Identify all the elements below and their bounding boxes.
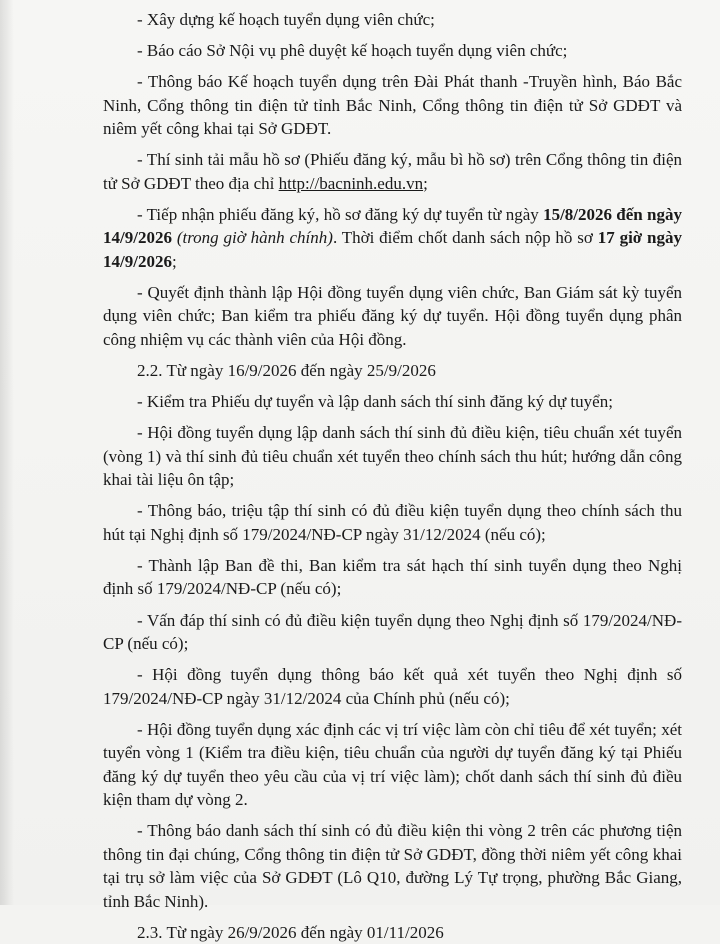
section-heading (69, 359, 682, 383)
text-run: - Vấn đáp thí sinh có đủ điều kiện tuyển dụng theo Nghị định số 179/2024/NĐ-CP (nếu có); (103, 610, 682, 654)
list-paragraph (69, 663, 682, 710)
list-paragraph (69, 554, 682, 601)
section-heading (69, 921, 682, 944)
text-run: - Hội đồng tuyển dụng lập danh sách thí sinh đủ điều kiện, tiêu chuẩn xét tuyển (vòng 1) và thí sinh đủ tiêu chuẩn xét tuyển theo chính sách thu hút; hướng dẫn công khai tài liệu ôn tập; (103, 423, 682, 490)
list-paragraph (69, 70, 682, 141)
bold-text: 15/8/2026 đến ngày 14/9/2026 (103, 204, 682, 248)
text-run: ; (423, 173, 428, 193)
list-paragraph (69, 281, 682, 352)
text-run: - Báo cáo Sở Nội vụ phê duyệt kế hoạch tuyển dụng viên chức; (137, 41, 568, 61)
text-run: - Thông báo danh sách thí sinh có đủ điều kiện thi vòng 2 trên các phương tiện thông tin đại chúng, Cổng thông tin điện tử Sở GDĐT, đồng thời niêm yết công khai tại trụ sở làm việc của Sở GDĐT (Lô Q10, đường Lý Tự trọng, phường Bắc Giang, tỉnh Bắc Ninh). (103, 821, 682, 911)
text-run: 2.3. Từ ngày 26/9/2026 đến ngày 01/11/2026 (137, 922, 444, 942)
text-run: - Quyết định thành lập Hội đồng tuyển dụng viên chức, Ban Giám sát kỳ tuyển dụng viên chức; Ban kiểm tra phiếu đăng ký dự tuyển. Hội đồng tuyển dụng phân công nhiệm vụ các thành viên của Hội đồng. (103, 282, 682, 349)
list-paragraph (69, 421, 682, 492)
text-run: - Hội đồng tuyển dụng thông báo kết quả xét tuyển theo Nghị định số 179/2024/NĐ-CP ngày 31/12/2024 của Chính phủ (nếu có); (103, 665, 682, 708)
text-run: - Thí sinh tải mẫu hồ sơ (Phiếu đăng ký, mẫu bì hồ sơ) trên Cổng thông tin điện tử Sở GDĐT theo địa chỉ (103, 150, 682, 193)
website-link[interactable]: http://bacninh.edu.vn (278, 173, 424, 193)
text-run: - Xây dựng kế hoạch tuyển dụng viên chức; (137, 10, 435, 29)
list-paragraph (69, 390, 682, 414)
text-run: - Thành lập Ban đề thi, Ban kiểm tra sát hạch thí sinh tuyển dụng theo Nghị định số 179/2024/NĐ-CP (nếu có); (103, 555, 682, 599)
text-run: - Thông báo Kế hoạch tuyển dụng trên Đài Phát thanh -Truyền hình, Báo Bắc Ninh, Cổng thông tin điện tử tỉnh Bắc Ninh, Cổng thông tin điện tử Sở GDĐT và niêm yết công khai tại Sở GDĐT. (103, 72, 682, 139)
text-run: - Kiểm tra Phiếu dự tuyển và lập danh sách thí sinh đăng ký dự tuyển; (137, 392, 613, 412)
list-paragraph (69, 819, 682, 913)
text-run: ; (171, 251, 177, 271)
list-paragraph (69, 8, 682, 32)
text-run: - Thông báo, triệu tập thí sinh có đủ điều kiện tuyển dụng theo chính sách thu hút tại Nghị định số 179/2024/NĐ-CP ngày 31/12/2024 (nếu có); (103, 501, 682, 544)
list-paragraph (69, 203, 682, 274)
text-run: 2.2. Từ ngày 16/9/2026 đến ngày 25/9/2026 (137, 361, 436, 381)
text-run: . Thời điểm chốt danh sách nộp hồ sơ (332, 228, 598, 248)
text-run: - Tiếp nhận phiếu đăng ký, hồ sơ đăng ký dự tuyển từ ngày (137, 204, 544, 224)
bold-text: 17 giờ ngày 14/9/2026 (103, 228, 682, 271)
list-paragraph (69, 609, 682, 656)
italic-text: (trong giờ hành chính) (176, 228, 333, 248)
page-edge-shadow (0, 0, 14, 905)
list-paragraph (69, 499, 682, 546)
list-paragraph (69, 39, 682, 63)
list-paragraph (69, 718, 682, 812)
text-run: - Hội đồng tuyển dụng xác định các vị trí việc làm còn chỉ tiêu để xét tuyển; xét tuyển vòng 1 (Kiểm tra điều kiện, tiêu chuẩn của người dự tuyển đăng ký tại Phiếu đăng ký dự tuyển theo yêu cầu của vị trí việc làm); chốt danh sách thí sinh đủ điều kiện tham dự vòng 2. (103, 719, 682, 810)
document-body (103, 8, 682, 944)
list-paragraph (69, 148, 682, 195)
